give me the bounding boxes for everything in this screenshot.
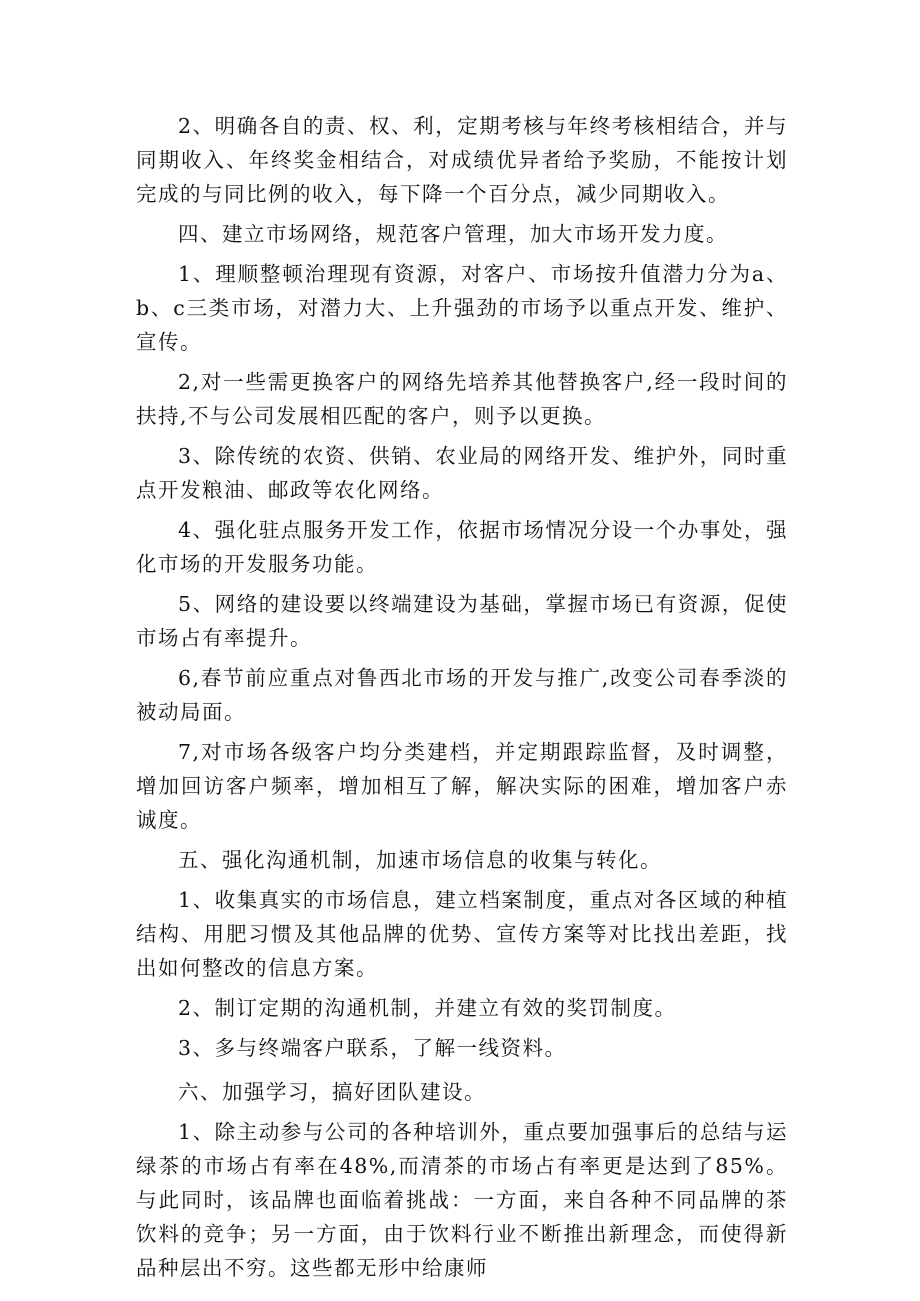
section-heading: 五、强化沟通机制，加速市场信息的收集与转化。 (178, 848, 662, 872)
paragraph: 3、除传统的农资、供销、农业局的网络开发、维护外，同时重点开发粮油、邮政等农化网络。 (136, 444, 788, 502)
paragraph: 1、除主动参与公司的各种培训外，重点要加强事后的总结与运绿茶的市场占有率在48%,而清茶的市场占有率更是达到了85%。与此同时，该品牌也面临着挑战：一方面，来自各种不同品牌的茶饮料的竞争；另一方面，由于饮料行业不断推出新理念，而使得新品种层出不穷。这些都无形中给康师 (136, 1120, 788, 1280)
paragraph: 4、强化驻点服务开发工作，依据市场情况分设一个办事处，强化市场的开发服务功能。 (136, 518, 788, 576)
paragraph: 2、制订定期的沟通机制，并建立有效的奖罚制度。 (178, 996, 677, 1020)
paragraph: 1、收集真实的市场信息，建立档案制度，重点对各区域的种植结构、用肥习惯及其他品牌的优势、宣传方案等对比找出差距，找出如何整改的信息方案。 (136, 888, 788, 980)
paragraph: 7,对市场各级客户均分类建档，并定期跟踪监督，及时调整，增加回访客户频率，增加相互了解，解决实际的困难，增加客户赤诚度。 (136, 740, 788, 832)
paragraph: 2,对一些需更换客户的网络先培养其他替换客户,经一段时间的扶持,不与公司发展相匹配的客户，则予以更换。 (136, 370, 788, 428)
paragraph: 5、网络的建设要以终端建设为基础，掌握市场已有资源，促使市场占有率提升。 (136, 592, 788, 650)
section-heading: 四、建立市场网络，规范客户管理，加大市场开发力度。 (178, 222, 728, 246)
paragraph: 3、多与终端客户联系，了解一线资料。 (178, 1036, 567, 1060)
document-body (136, 109, 788, 1291)
section-heading: 六、加强学习，搞好团队建设。 (178, 1080, 486, 1104)
paragraph: 6,春节前应重点对鲁西北市场的开发与推广,改变公司春季淡的被动局面。 (136, 666, 788, 724)
paragraph: 1、理顺整顿治理现有资源，对客户、市场按升值潜力分为a、b、c三类市场，对潜力大、上升强劲的市场予以重点开发、维护、宣传。 (136, 262, 788, 354)
paragraph: 2、明确各自的责、权、利，定期考核与年终考核相结合，并与同期收入、年终奖金相结合，对成绩优异者给予奖励，不能按计划完成的与同比例的收入，每下降一个百分点，减少同期收入。 (136, 114, 788, 206)
